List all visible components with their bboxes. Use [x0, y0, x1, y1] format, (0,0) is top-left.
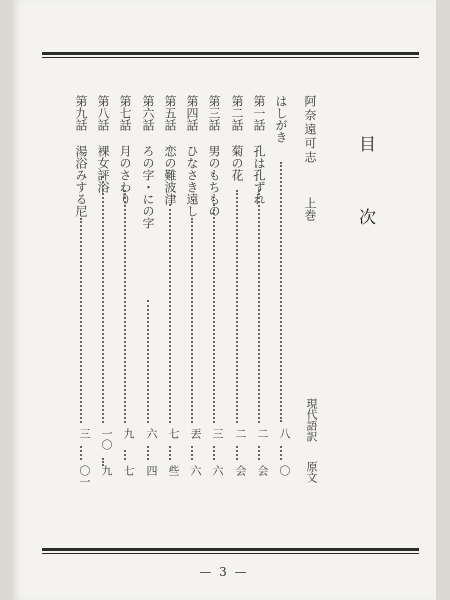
- toc-entry[interactable]: 第八話 裸女評浴: [96, 95, 110, 193]
- dot-leader: [236, 190, 238, 423]
- dot-leader: [124, 190, 126, 423]
- book-page: [12, 0, 436, 600]
- translation-page: 二: [256, 428, 269, 439]
- toc-entry[interactable]: 第五話 恋の難波津: [163, 95, 177, 205]
- volume-part: 上巻: [303, 197, 317, 221]
- dot-leader: [213, 446, 215, 460]
- toc-entry[interactable]: 第二話 菊の花: [230, 95, 244, 181]
- original-page: 会: [256, 465, 269, 476]
- dot-leader: [169, 204, 171, 423]
- translation-page: 八: [278, 428, 291, 439]
- dot-leader: [124, 450, 126, 460]
- toc-entry[interactable]: 第七話 月のさわり: [118, 95, 132, 205]
- volume-name: 阿奈遠可志: [303, 95, 317, 165]
- original-page: 〇一: [78, 465, 91, 487]
- dot-leader: [236, 446, 238, 460]
- dot-leader: [80, 218, 82, 423]
- toc-entry[interactable]: 第一話 孔は孔ずれ: [252, 95, 266, 205]
- toc-title: 目 次: [355, 135, 375, 243]
- top-double-rule: [42, 52, 419, 55]
- original-page: 六: [189, 465, 202, 476]
- original-page: 九: [100, 465, 113, 476]
- dot-leader: [147, 300, 149, 423]
- translation-header: 現代語訳: [305, 398, 318, 442]
- toc-entry[interactable]: 第九話 湯浴みする尼: [74, 95, 88, 217]
- original-page: 七: [122, 465, 135, 476]
- toc-entry[interactable]: はしがき: [274, 95, 288, 143]
- dot-leader: [280, 446, 282, 460]
- translation-page: 七: [167, 428, 180, 439]
- toc-entry[interactable]: 第六話 ろの字・にの字: [141, 95, 155, 229]
- original-page: 些: [167, 465, 180, 476]
- toc-entry[interactable]: 第四話 ひなさき遠し: [185, 95, 199, 217]
- original-header: 原文: [305, 461, 318, 483]
- dot-leader: [258, 446, 260, 460]
- translation-page: 丟: [189, 428, 202, 439]
- translation-page: 三: [78, 428, 91, 439]
- dot-leader: [80, 446, 82, 460]
- dot-leader: [169, 446, 171, 460]
- volume-heading: [295, 95, 319, 221]
- dot-leader: [191, 218, 193, 423]
- dot-leader: [191, 446, 193, 460]
- translation-page: 三: [211, 428, 224, 439]
- column-header: [297, 398, 319, 483]
- dot-leader: [213, 204, 215, 423]
- translation-page: 六: [145, 428, 158, 439]
- page-number: — 3 —: [199, 565, 249, 579]
- dot-leader: [280, 162, 282, 422]
- toc-entry[interactable]: 第三話 男のもちもの: [207, 95, 221, 217]
- original-page: 四: [145, 465, 158, 476]
- translation-page: 九: [122, 428, 135, 439]
- translation-page: 二: [234, 428, 247, 439]
- original-page: 〇: [278, 465, 291, 476]
- translation-page: 一〇: [100, 428, 113, 450]
- original-page: 六: [211, 465, 224, 476]
- dot-leader: [102, 176, 104, 423]
- bottom-double-rule: [42, 548, 419, 551]
- dot-leader: [147, 446, 149, 460]
- dot-leader: [258, 190, 260, 423]
- original-page: 会: [234, 465, 247, 476]
